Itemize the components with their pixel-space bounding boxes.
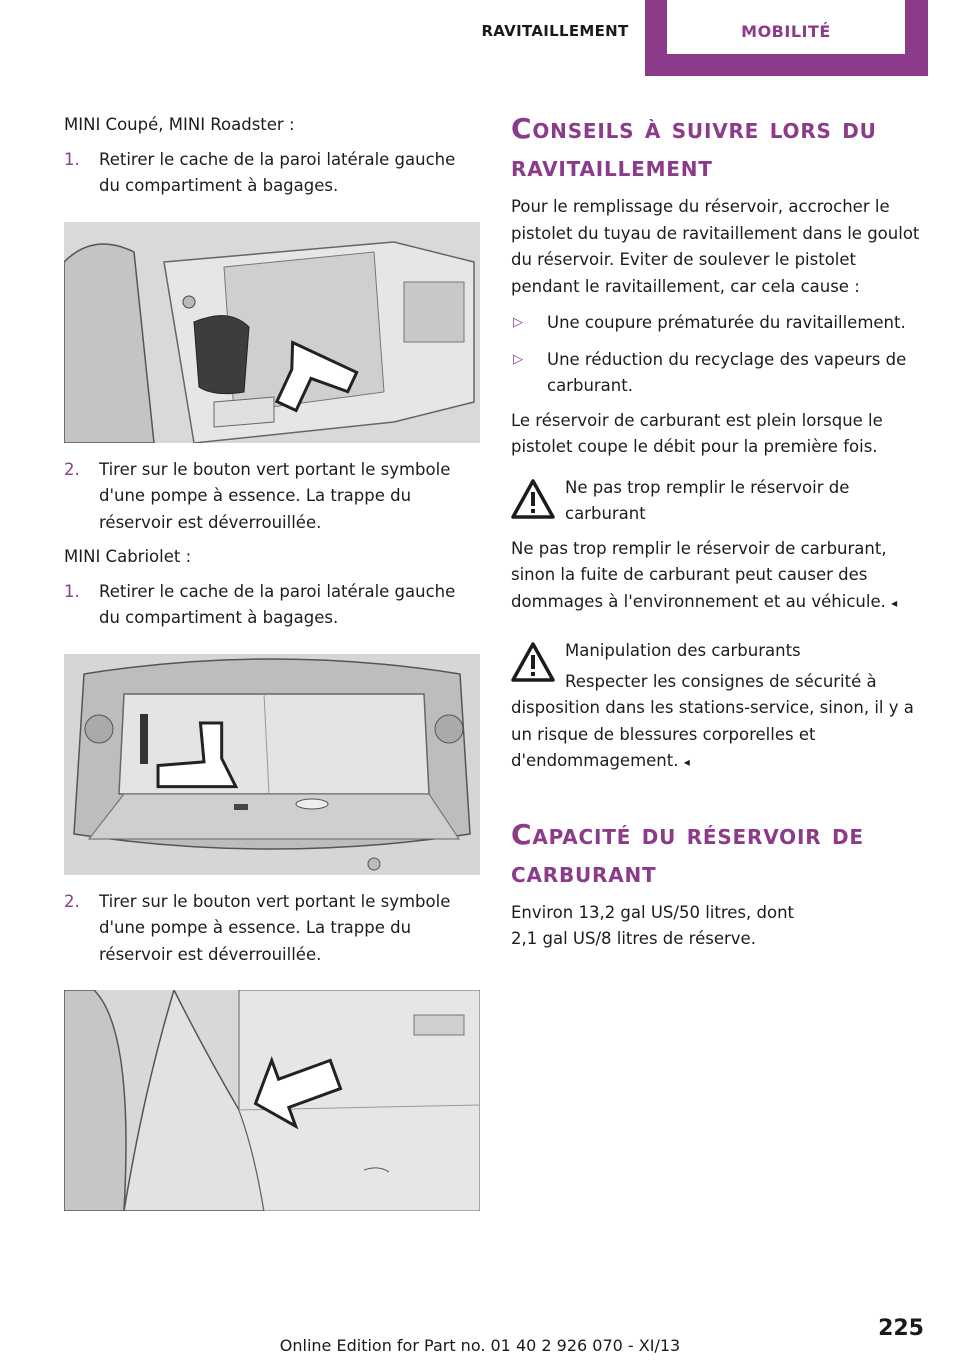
left-column xyxy=(64,112,480,1211)
trunk-photo-detail xyxy=(64,990,480,1211)
capacity-line: 2,1 gal US/8 litres de réserve. xyxy=(511,929,756,948)
step-item xyxy=(64,147,480,200)
step-item xyxy=(64,457,480,537)
section-heading-tank-capacity: Capacité du réservoir de carburant xyxy=(511,817,864,889)
step-text: Tirer sur le bouton vert portant le symbole d'une pompe à essence. La trappe du réservoir est déverrouillée. xyxy=(99,891,451,964)
step-text: Tirer sur le bouton vert portant le symbole d'une pompe à essence. La trappe du réservoir est déverrouillée. xyxy=(99,459,451,532)
chapter-tab-label: MOBILITÉ xyxy=(667,0,905,54)
list-item xyxy=(511,310,927,337)
running-header-section: RAVITAILLEMENT xyxy=(481,22,629,40)
right-column xyxy=(511,110,927,953)
step-item xyxy=(64,889,480,969)
step-number: 1. xyxy=(64,149,80,169)
step-text: Retirer le cache de la paroi latérale gauche du compartiment à bagages. xyxy=(99,581,456,627)
warning-body-overfill xyxy=(511,536,927,617)
warning-body-fuel-handling xyxy=(511,669,927,776)
list-item-text: Une coupure prématurée du ravitaillement. xyxy=(547,313,906,332)
warning-title-overfill xyxy=(511,475,927,528)
model-heading-coupe: MINI Coupé, MINI Roadster : xyxy=(64,115,295,134)
end-mark-icon: ◂ xyxy=(891,595,898,610)
triangle-bullet-icon: ▷ xyxy=(513,315,523,330)
list-item xyxy=(511,347,927,400)
step-item xyxy=(64,579,480,632)
section-heading-refuel-tips: Conseils à suivre lors du ravitaillement xyxy=(511,112,877,183)
warning-body-text: Respecter les consignes de sécurité à disposition dans les stations-service, sinon, il y a un risque de blessures corporelles et d'endommagement. xyxy=(511,671,914,770)
tank-full-note: Le réservoir de carburant est plein lorsque le pistolet coupe le débit pour la première fois. xyxy=(511,410,883,456)
step-text: Retirer le cache de la paroi latérale gauche du compartiment à bagages. xyxy=(99,149,456,195)
page-number: 225 xyxy=(878,1316,924,1341)
warning-title-text: Manipulation des carburants xyxy=(565,641,801,660)
warning-triangle-icon xyxy=(511,479,555,528)
warning-title-fuel-handling xyxy=(511,638,927,665)
trunk-photo-cabrio xyxy=(64,654,480,875)
trunk-photo-coupe xyxy=(64,222,480,443)
step-number: 2. xyxy=(64,891,80,911)
warning-body-text: Ne pas trop remplir le réservoir de carburant, sinon la fuite de carburant peut causer des dommages à l'environnement et au véhicule. xyxy=(511,538,887,611)
list-item-text: Une réduction du recyclage des vapeurs de carburant. xyxy=(547,349,907,395)
end-mark-icon: ◂ xyxy=(683,755,690,769)
intro-paragraph: Pour le remplissage du réservoir, accrocher le pistolet du tuyau de ravitaillement dans le goulot du réservoir. Eviter de soulever le pistolet pendant le ravitaillement, car cela cause : xyxy=(511,197,920,296)
model-heading-cabrio: MINI Cabriolet : xyxy=(64,547,192,566)
warning-triangle-icon xyxy=(511,642,555,691)
capacity-line: Environ 13,2 gal US/50 litres, dont xyxy=(511,902,794,922)
warning-title-text: Ne pas trop remplir le réservoir de carburant xyxy=(565,477,850,523)
step-number: 2. xyxy=(64,459,80,479)
footer-edition: Online Edition for Part no. 01 40 2 926 070 - XI/13 xyxy=(279,1336,681,1355)
triangle-bullet-icon: ▷ xyxy=(513,351,523,367)
step-number: 1. xyxy=(64,581,80,601)
